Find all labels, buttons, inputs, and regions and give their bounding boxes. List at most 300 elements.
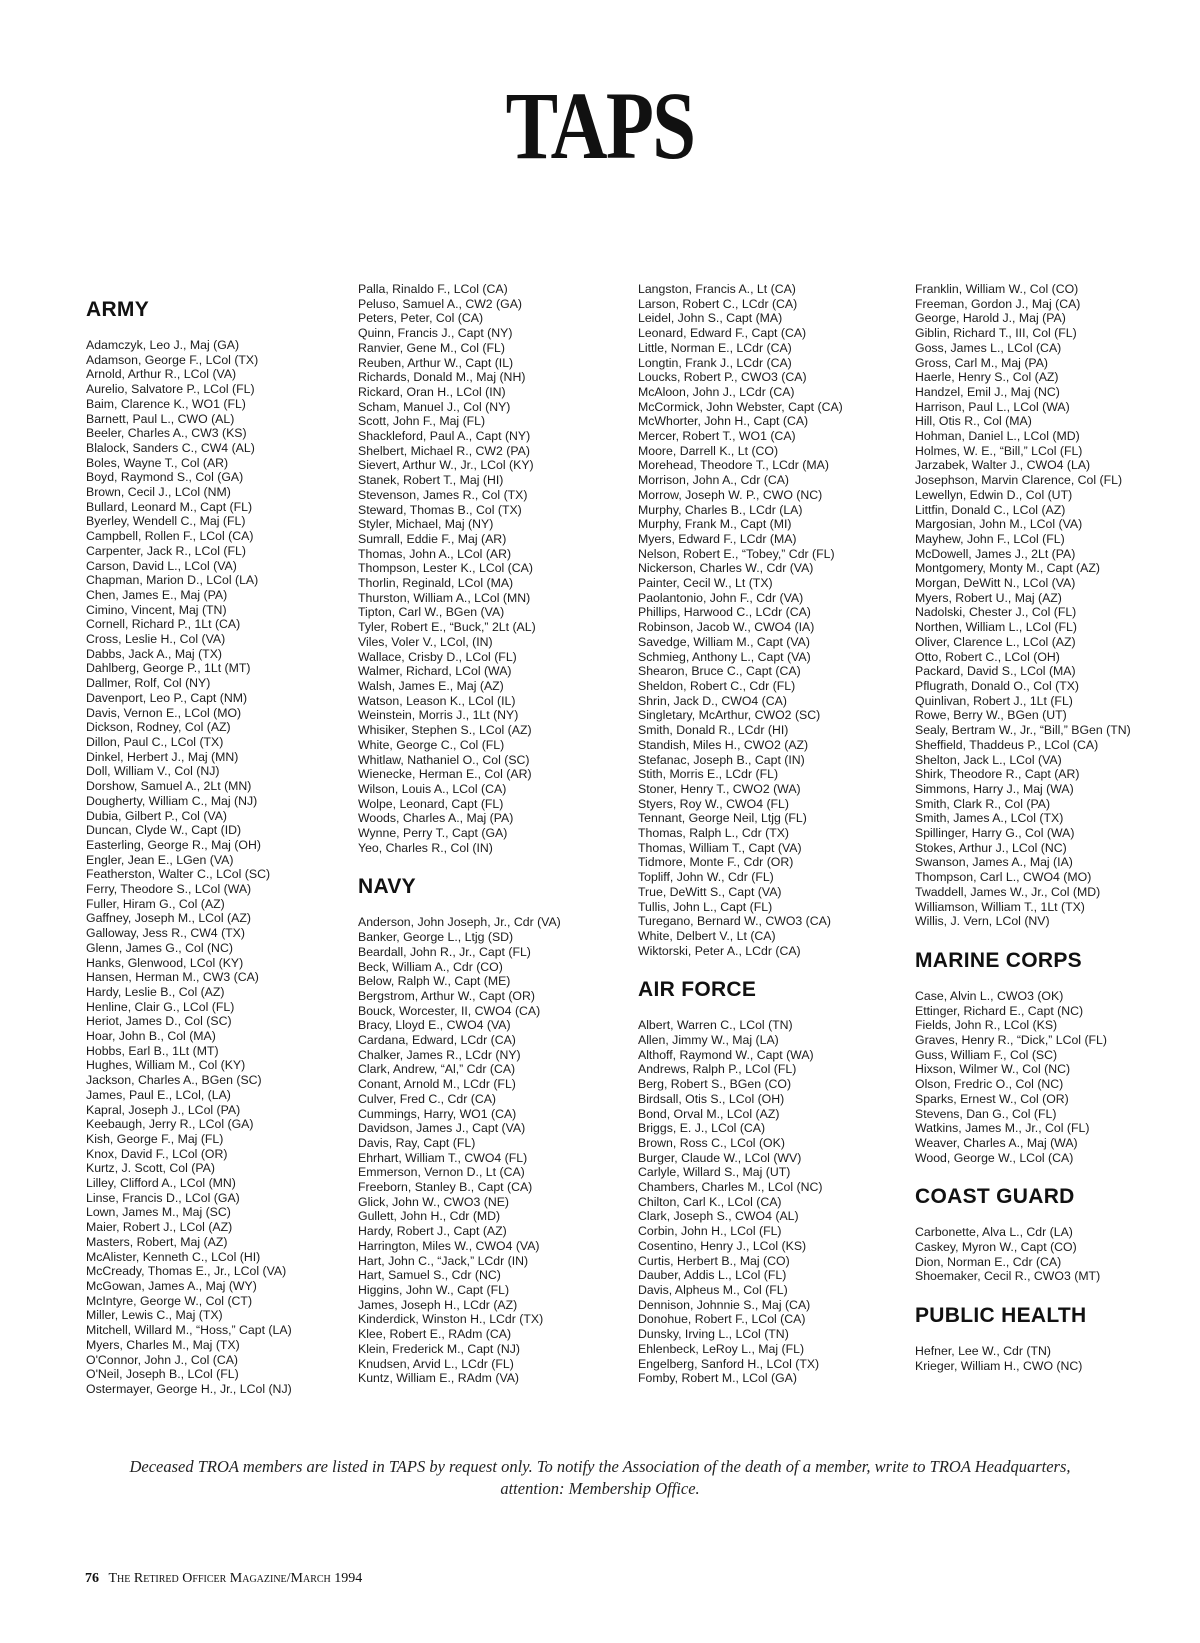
list-item: Watson, Leason K., LCol (IL) [358, 693, 516, 708]
list-item: Quinlivan, Robert J., 1Lt (FL) [915, 693, 1073, 708]
list-item: Mercer, Robert T., WO1 (CA) [638, 429, 796, 444]
section-heading: AIR FORCE [638, 978, 757, 1002]
list-item: Weaver, Charles A., Maj (WA) [915, 1135, 1078, 1150]
list-item: Scott, John F., Maj (FL) [358, 414, 486, 429]
list-item: Nelson, Robert E., “Tobey,” Cdr (FL) [638, 546, 835, 561]
list-item: Peters, Peter, Col (CA) [358, 311, 484, 326]
list-item: Below, Ralph W., Capt (ME) [358, 974, 511, 989]
list-item: Hart, John C., “Jack,” LCdr (IN) [358, 1253, 529, 1268]
list-item: McIntyre, George W., Col (CT) [86, 1293, 253, 1308]
list-item: O'Neil, Joseph B., LCol (FL) [86, 1367, 239, 1382]
list-item: Scham, Manuel J., Col (NY) [358, 399, 511, 414]
list-item: Walsh, James E., Maj (AZ) [358, 678, 504, 693]
list-item: George, Harold J., Maj (PA) [915, 311, 1066, 326]
list-item: Pflugrath, Donald O., Col (TX) [915, 678, 1080, 693]
section [638, 978, 888, 1386]
list-item: Littfin, Donald C., LCol (AZ) [915, 502, 1066, 517]
list-item: Bergstrom, Arthur W., Capt (OR) [358, 988, 535, 1003]
list-item: Brown, Ross C., LCol (OK) [638, 1135, 785, 1150]
list-item: Kish, George F., Maj (FL) [86, 1131, 224, 1146]
list-item: White, George C., Col (FL) [358, 737, 505, 752]
list-item: Conant, Arnold M., LCdr (FL) [358, 1077, 516, 1092]
list-item: Tyler, Robert E., “Buck,” 2Lt (AL) [358, 620, 536, 635]
list-item: McCready, Thomas E., Jr., LCol (VA) [86, 1264, 287, 1279]
list-item: Stith, Morris E., LCdr (FL) [638, 767, 779, 782]
list-item: Engler, Jean E., LGen (VA) [86, 852, 234, 867]
list-item: Lilley, Clifford A., LCol (MN) [86, 1176, 236, 1191]
list-item: Montgomery, Monty M., Capt (AZ) [915, 561, 1100, 576]
list-item: Turegano, Bernard W., CWO3 (CA) [638, 914, 831, 929]
list-item: Beardall, John R., Jr., Capt (FL) [358, 944, 531, 959]
list-item: Carpenter, Jack R., LCol (FL) [86, 543, 246, 558]
list-item: Otto, Robert C., LCol (OH) [915, 649, 1060, 664]
list-item: Fomby, Robert M., LCol (GA) [638, 1371, 797, 1386]
list-item: Sealy, Bertram W., Jr., “Bill,” BGen (TN) [915, 723, 1131, 738]
list-item: Althoff, Raymond W., Capt (WA) [638, 1047, 814, 1062]
list-item: Stoner, Henry T., CWO2 (WA) [638, 781, 801, 796]
list-item: Krieger, William H., CWO (NC) [915, 1358, 1083, 1373]
list-item: Duncan, Clyde W., Capt (ID) [86, 823, 242, 838]
list-item: Cross, Leslie H., Col (VA) [86, 632, 226, 647]
list-item: Nadolski, Chester J., Col (FL) [915, 605, 1077, 620]
list-item: Shelton, Jack L., LCol (VA) [915, 752, 1062, 767]
list-item: Quinn, Francis J., Capt (NY) [358, 326, 513, 341]
list-item: Painter, Cecil W., Lt (TX) [638, 576, 773, 591]
list-item: Case, Alvin L., CWO3 (OK) [915, 988, 1064, 1003]
list-item: Harrison, Paul L., LCol (WA) [915, 399, 1070, 414]
list-item: Rowe, Berry W., BGen (UT) [915, 708, 1067, 723]
column-1 [86, 282, 326, 1397]
list-item: Cardana, Edward, LCdr (CA) [358, 1033, 516, 1048]
list-item: Doll, William V., Col (NJ) [86, 764, 220, 779]
list-item: Morrison, John A., Cdr (CA) [638, 473, 790, 488]
list-item: Carson, David L., LCol (VA) [86, 558, 237, 573]
list-item: Dillon, Paul C., LCol (TX) [86, 734, 224, 749]
list-item: Gullett, John H., Cdr (MD) [358, 1209, 501, 1224]
list-item: Wallace, Crisby D., LCol (FL) [358, 649, 517, 664]
list-item: Chilton, Carl K., LCol (CA) [638, 1194, 782, 1209]
list-item: Hixson, Wilmer W., Col (NC) [915, 1062, 1071, 1077]
section-heading: MARINE CORPS [915, 948, 1082, 972]
list-item: Galloway, Jess R., CW4 (TX) [86, 926, 245, 941]
list-item: Stevens, Dan G., Col (FL) [915, 1106, 1057, 1121]
list-item: McAlister, Kenneth C., LCol (HI) [86, 1249, 261, 1264]
list-item: Larson, Robert C., LCdr (CA) [638, 296, 798, 311]
list-item: Kinderdick, Winston H., LCdr (TX) [358, 1312, 544, 1327]
list-item: Williamson, William T., 1Lt (TX) [915, 899, 1085, 914]
list-item: Dion, Norman E., Cdr (CA) [915, 1254, 1062, 1269]
list-item: Shoemaker, Cecil R., CWO3 (MT) [915, 1269, 1101, 1284]
list-item: Rickard, Oran H., LCol (IN) [358, 384, 506, 399]
list-item: Tullis, John L., Capt (FL) [638, 899, 773, 914]
list-item: Klein, Frederick M., Capt (NJ) [358, 1341, 520, 1356]
list-item: Leonard, Edward F., Capt (CA) [638, 326, 807, 341]
list-item: Adamczyk, Leo J., Maj (GA) [86, 338, 240, 352]
list-item: Woods, Charles A., Maj (PA) [358, 811, 514, 826]
list-item: Viles, Voler V., LCol, (IN) [358, 634, 493, 649]
list-item: Cosentino, Henry J., LCol (KS) [638, 1238, 807, 1253]
list-item: Stefanac, Joseph B., Capt (IN) [638, 752, 805, 767]
list-item: Featherston, Walter C., LCol (SC) [86, 867, 271, 882]
list-item: Andrews, Ralph P., LCol (FL) [638, 1062, 797, 1077]
section [638, 282, 888, 958]
list-item: Thompson, Lester K., LCol (CA) [358, 561, 533, 576]
list-item: Davidson, James J., Capt (VA) [358, 1121, 526, 1136]
list-item: Walmer, Richard, LCol (WA) [358, 664, 512, 679]
list-item: Corbin, John H., LCol (FL) [638, 1224, 782, 1239]
list-item: Hohman, Daniel L., LCol (MD) [915, 429, 1080, 444]
section [915, 949, 1185, 1165]
list-item: Shackleford, Paul A., Capt (NY) [358, 429, 531, 444]
list-item: Donohue, Robert F., LCol (CA) [638, 1312, 806, 1327]
list-item: Fuller, Hiram G., Col (AZ) [86, 896, 225, 911]
list-item: Langston, Francis A., Lt (CA) [638, 282, 796, 296]
list-item: Bouck, Worcester, II, CWO4 (CA) [358, 1003, 541, 1018]
list-item: Hardy, Leslie B., Col (AZ) [86, 984, 225, 999]
list-item: Birdsall, Otis S., LCol (OH) [638, 1091, 785, 1106]
list-item: Freeborn, Stanley B., Capt (CA) [358, 1180, 533, 1195]
section [358, 282, 608, 855]
list-item: Tennant, George Neil, Ltjg (FL) [638, 811, 807, 826]
list-item: Hanks, Glenwood, LCol (KY) [86, 955, 244, 970]
list-item: Bracy, Lloyd E., CWO4 (VA) [358, 1018, 511, 1033]
list-item: Morgan, DeWitt N., LCol (VA) [915, 576, 1076, 591]
list-item: Shirk, Theodore R., Capt (AR) [915, 767, 1080, 782]
list-item: White, Delbert V., Lt (CA) [638, 928, 776, 943]
list-item: Cummings, Harry, WO1 (CA) [358, 1106, 517, 1121]
list-item: Fields, John R., LCol (KS) [915, 1018, 1058, 1033]
list-item: Dinkel, Herbert J., Maj (MN) [86, 749, 239, 764]
list-item: Paolantonio, John F., Cdr (VA) [638, 590, 804, 605]
section [358, 875, 608, 1386]
list-item: Hill, Otis R., Col (MA) [915, 414, 1032, 429]
list-item: Morehead, Theodore T., LCdr (MA) [638, 458, 829, 473]
list-item: Cornell, Richard P., 1Lt (CA) [86, 617, 241, 632]
list-item: Aurelio, Salvatore P., LCol (FL) [86, 382, 255, 397]
list-item: Caskey, Myron W., Capt (CO) [915, 1240, 1077, 1255]
column-2 [358, 282, 608, 1386]
section [915, 1304, 1185, 1373]
list-item: Moore, Darrell K., Lt (CO) [638, 443, 779, 458]
list-item: Spillinger, Harry G., Col (WA) [915, 826, 1075, 841]
list-item: Wilson, Louis A., LCol (CA) [358, 781, 507, 796]
list-item: Dubia, Gilbert P., Col (VA) [86, 808, 228, 823]
list-item: Gross, Carl M., Maj (PA) [915, 355, 1048, 370]
list-item: Watkins, James M., Jr., Col (FL) [915, 1121, 1090, 1136]
list-item: Myers, Robert U., Maj (AZ) [915, 590, 1062, 605]
list-item: Morrow, Joseph W. P., CWO (NC) [638, 487, 823, 502]
list-item: Carbonette, Alva L., Cdr (LA) [915, 1225, 1073, 1240]
list-item: Hobbs, Earl B., 1Lt (MT) [86, 1043, 219, 1058]
list-item: McCormick, John Webster, Capt (CA) [638, 399, 843, 414]
list-item: Masters, Robert, Maj (AZ) [86, 1234, 228, 1249]
section-heading: PUBLIC HEALTH [915, 1304, 1087, 1328]
list-item: Leidel, John S., Capt (MA) [638, 311, 783, 326]
list-item: Giblin, Richard T., III, Col (FL) [915, 326, 1077, 341]
list-item: Smith, James A., LCol (TX) [915, 811, 1064, 826]
list-item: Chapman, Marion D., LCol (LA) [86, 573, 259, 588]
list-item: Shelbert, Michael R., CW2 (PA) [358, 443, 530, 458]
list-item: Lown, James M., Maj (SC) [86, 1205, 231, 1220]
list-item: Oliver, Clarence L., LCol (AZ) [915, 634, 1076, 649]
list-item: Davis, Vernon E., LCol (MO) [86, 705, 242, 720]
list-item: Ranvier, Gene M., Col (FL) [358, 340, 505, 355]
list-item: Carlyle, Willard S., Maj (UT) [638, 1165, 791, 1180]
list-item: Dougherty, William C., Maj (NJ) [86, 793, 258, 808]
list-item: Styers, Roy W., CWO4 (FL) [638, 796, 789, 811]
list-item: Shrin, Jack D., CWO4 (CA) [638, 693, 787, 708]
list-item: Whitlaw, Nathaniel O., Col (SC) [358, 752, 530, 767]
list-item: Culver, Fred C., Cdr (CA) [358, 1091, 497, 1106]
list-item: Josephson, Marvin Clarence, Col (FL) [915, 473, 1123, 488]
list-item: Murphy, Frank M., Capt (MI) [638, 517, 792, 532]
list-item: Ostermayer, George H., Jr., LCol (NJ) [86, 1381, 292, 1396]
section [915, 282, 1185, 929]
list-item: Mayhew, John F., LCol (FL) [915, 531, 1065, 546]
list-item: Wynne, Perry T., Capt (GA) [358, 826, 508, 841]
list-item: Murphy, Charles B., LCdr (LA) [638, 502, 803, 517]
membership-note: Deceased TROA members are listed in TAPS by request only. To notify the Association of the death of a member, write to TROA Headquarters, attention: Membership Office. [129, 1457, 1071, 1498]
list-item: True, DeWitt S., Capt (VA) [638, 884, 782, 899]
list-item: Graves, Henry R., “Dick,” LCol (FL) [915, 1033, 1107, 1048]
list-item: Kapral, Joseph J., LCol (PA) [86, 1102, 241, 1117]
list-item: Sheldon, Robert C., Cdr (FL) [638, 678, 796, 693]
list-item: Baim, Clarence K., WO1 (FL) [86, 396, 246, 411]
list-item: Dabbs, Jack A., Maj (TX) [86, 646, 222, 661]
list-item: James, Joseph H., LCdr (AZ) [358, 1297, 518, 1312]
list-item: Clark, Joseph S., CWO4 (AL) [638, 1209, 799, 1224]
list-item: Keebaugh, Jerry R., LCol (GA) [86, 1117, 254, 1132]
list-item: James, Paul E., LCol, (LA) [86, 1087, 231, 1102]
column-4 [915, 282, 1185, 1374]
section [915, 1185, 1185, 1284]
list-item: Hansen, Herman M., CW3 (CA) [86, 970, 259, 985]
list-item: Sheffield, Thaddeus P., LCol (CA) [915, 737, 1099, 752]
list-item: Blalock, Sanders C., CW4 (AL) [86, 440, 255, 455]
list-item: Davis, Ray, Capt (FL) [358, 1135, 476, 1150]
list-item: Briggs, E. J., LCol (CA) [638, 1121, 766, 1136]
list-item: Dickson, Rodney, Col (AZ) [86, 720, 231, 735]
list-item: Mitchell, Willard M., “Hoss,” Capt (LA) [86, 1323, 292, 1338]
list-item: Ehlenbeck, LeRoy L., Maj (FL) [638, 1341, 805, 1356]
list-item: Byerley, Wendell C., Maj (FL) [86, 514, 246, 529]
list-item: Franklin, William W., Col (CO) [915, 282, 1079, 296]
list-item: Phillips, Harwood C., LCdr (CA) [638, 605, 811, 620]
list-item: Knox, David F., LCol (OR) [86, 1146, 228, 1161]
list-item: Holmes, W. E., “Bill,” LCol (FL) [915, 443, 1083, 458]
list-item: Easterling, George R., Maj (OH) [86, 837, 261, 852]
list-item: Stanek, Robert T., Maj (HI) [358, 473, 504, 488]
list-item: Olson, Fredric O., Col (NC) [915, 1077, 1064, 1092]
list-item: Burger, Claude W., LCol (WV) [638, 1150, 802, 1165]
list-item: Loucks, Robert P., CWO3 (CA) [638, 370, 807, 385]
list-item: Swanson, James A., Maj (IA) [915, 855, 1073, 870]
list-item: Thompson, Carl L., CWO4 (MO) [915, 870, 1092, 885]
list-item: Dunsky, Irving L., LCol (TN) [638, 1327, 789, 1342]
list-item: McGowan, James A., Maj (WY) [86, 1279, 257, 1293]
list-item: Chalker, James R., LCdr (NY) [358, 1047, 521, 1062]
list-item: Miller, Lewis C., Maj (TX) [86, 1308, 223, 1323]
list-item: Palla, Rinaldo F., LCol (CA) [358, 282, 508, 296]
list-item: Glick, John W., CWO3 (NE) [358, 1194, 509, 1209]
list-item: McDowell, James J., 2Lt (PA) [915, 546, 1076, 561]
list-item: Schmieg, Anthony L., Capt (VA) [638, 649, 811, 664]
list-item: Lewellyn, Edwin D., Col (UT) [915, 487, 1073, 502]
list-item: Thurston, William A., LCol (MN) [358, 590, 531, 605]
list-item: Thomas, John A., LCol (AR) [358, 546, 512, 561]
list-item: Hefner, Lee W., Cdr (TN) [915, 1344, 1051, 1359]
list-item: Peluso, Samuel A., CW2 (GA) [358, 296, 523, 311]
list-item: Sievert, Arthur W., Jr., LCol (KY) [358, 458, 534, 473]
list-item: Chambers, Charles M., LCol (NC) [638, 1180, 823, 1195]
list-item: Hardy, Robert J., Capt (AZ) [358, 1224, 507, 1239]
list-item: Styler, Michael, Maj (NY) [358, 517, 494, 532]
list-item: Whisiker, Stephen S., LCol (AZ) [358, 723, 532, 738]
list-item: Gaffney, Joseph M., LCol (AZ) [86, 911, 251, 926]
list-item: Twaddell, James W., Jr., Col (MD) [915, 884, 1101, 899]
list-item: Beeler, Charles A., CW3 (KS) [86, 426, 247, 441]
list-item: Shearon, Bruce C., Capt (CA) [638, 664, 801, 679]
list-item: McWhorter, John H., Capt (CA) [638, 414, 809, 429]
list-item: Hughes, William M., Col (KY) [86, 1058, 246, 1073]
list-item: Clark, Andrew, “Al,” Cdr (CA) [358, 1062, 516, 1077]
list-item: Boyd, Raymond S., Col (GA) [86, 470, 244, 485]
section [86, 298, 326, 1397]
list-item: Engelberg, Sanford H., LCol (TX) [638, 1356, 820, 1371]
list-item: Standish, Miles H., CWO2 (AZ) [638, 737, 809, 752]
list-item: Brown, Cecil J., LCol (NM) [86, 485, 231, 500]
list-item: Higgins, John W., Capt (FL) [358, 1283, 510, 1297]
list-item: Dahlberg, George P., 1Lt (MT) [86, 661, 251, 676]
list-item: Knudsen, Arvid L., LCdr (FL) [358, 1356, 514, 1371]
list-item: Packard, David S., LCol (MA) [915, 664, 1076, 679]
list-item: Thomas, Ralph L., Cdr (TX) [638, 826, 790, 841]
list-item: Sumrall, Eddie F., Maj (AR) [358, 531, 507, 546]
list-item: Handzel, Emil J., Maj (NC) [915, 384, 1060, 399]
list-item: Little, Norman E., LCdr (CA) [638, 340, 792, 355]
list-item: Adamson, George F., LCol (TX) [86, 352, 259, 367]
list-item: Wienecke, Herman E., Col (AR) [358, 767, 532, 782]
list-item: Thomas, William T., Capt (VA) [638, 840, 802, 855]
list-item: Margosian, John M., LCol (VA) [915, 517, 1083, 532]
list-item: Davis, Alpheus M., Col (FL) [638, 1283, 788, 1297]
list-item: Dauber, Addis L., LCol (FL) [638, 1268, 787, 1283]
list-item: Tidmore, Monte F., Cdr (OR) [638, 855, 794, 870]
list-item: Cimino, Vincent, Maj (TN) [86, 602, 227, 617]
list-item: Harrington, Miles W., CWO4 (VA) [358, 1238, 540, 1253]
page-title: TAPS [505, 72, 695, 179]
list-item: Singletary, McArthur, CWO2 (SC) [638, 708, 821, 723]
page-footer [85, 1571, 362, 1587]
list-item: Albert, Warren C., LCol (TN) [638, 1018, 793, 1033]
list-item: Kurtz, J. Scott, Col (PA) [86, 1161, 215, 1176]
section-heading: NAVY [358, 875, 416, 899]
list-item: Reuben, Arthur W., Capt (IL) [358, 355, 514, 370]
list-item: Dorshow, Samuel A., 2Lt (MN) [86, 779, 252, 794]
list-item: Stevenson, James R., Col (TX) [358, 487, 528, 502]
list-item: Beck, William A., Cdr (CO) [358, 959, 503, 974]
list-item: Jackson, Charles A., BGen (SC) [86, 1073, 262, 1088]
column-3 [638, 282, 888, 1386]
list-item: Bullard, Leonard M., Capt (FL) [86, 499, 253, 514]
list-item: Boles, Wayne T., Col (AR) [86, 455, 229, 470]
list-item: Longtin, Frank J., LCdr (CA) [638, 355, 792, 370]
list-item: Wood, George W., LCol (CA) [915, 1150, 1074, 1165]
list-item: Curtis, Herbert B., Maj (CO) [638, 1253, 790, 1268]
list-item: Ehrhart, William T., CWO4 (FL) [358, 1150, 528, 1165]
list-item: Steward, Thomas B., Col (TX) [358, 502, 522, 517]
list-item: Wiktorski, Peter A., LCdr (CA) [638, 943, 801, 958]
list-item: Weinstein, Morris J., 1Lt (NY) [358, 708, 519, 723]
list-item: Ferry, Theodore S., LCol (WA) [86, 882, 252, 897]
list-item: Northen, William L., LCol (FL) [915, 620, 1077, 635]
list-item: Linse, Francis D., LCol (GA) [86, 1190, 240, 1205]
list-item: Wolpe, Leonard, Capt (FL) [358, 796, 504, 811]
list-item: McAloon, John J., LCdr (CA) [638, 384, 795, 399]
list-item: Yeo, Charles R., Col (IN) [358, 840, 493, 855]
list-item: Topliff, John W., Cdr (FL) [638, 870, 774, 885]
list-item: Richards, Donald M., Maj (NH) [358, 370, 526, 385]
list-item: Savedge, William M., Capt (VA) [638, 634, 810, 649]
publication-name: The Retired Officer Magazine/March 1994 [108, 1571, 363, 1586]
list-item: Nickerson, Charles W., Cdr (VA) [638, 561, 814, 576]
list-item: Robinson, Jacob W., CWO4 (IA) [638, 620, 815, 635]
list-item: Guss, William F., Col (SC) [915, 1047, 1058, 1062]
list-item: Goss, James L., LCol (CA) [915, 340, 1062, 355]
list-item: Banker, George L., Ltjg (SD) [358, 930, 514, 945]
list-item: Ettinger, Richard E., Capt (NC) [915, 1003, 1084, 1018]
list-item: Henline, Clair G., LCol (FL) [86, 999, 235, 1014]
list-item: Anderson, John Joseph, Jr., Cdr (VA) [358, 915, 561, 930]
list-item: Dallmer, Rolf, Col (NY) [86, 676, 211, 691]
list-item: Barnett, Paul L., CWO (AL) [86, 411, 235, 426]
list-item: Bond, Orval M., LCol (AZ) [638, 1106, 780, 1121]
page-number: 76 [85, 1571, 99, 1586]
list-item: Haerle, Henry S., Col (AZ) [915, 370, 1059, 385]
list-item: Allen, Jimmy W., Maj (LA) [638, 1033, 779, 1048]
list-item: Smith, Donald R., LCdr (HI) [638, 723, 789, 738]
list-item: Klee, Robert E., RAdm (CA) [358, 1327, 512, 1342]
list-item: Berg, Robert S., BGen (CO) [638, 1077, 792, 1092]
list-item: Freeman, Gordon J., Maj (CA) [915, 296, 1081, 311]
list-item: Davenport, Leo P., Capt (NM) [86, 690, 248, 705]
section-heading: COAST GUARD [915, 1185, 1075, 1209]
list-item: Stokes, Arthur J., LCol (NC) [915, 840, 1067, 855]
list-item: Thorlin, Reginald, LCol (MA) [358, 576, 514, 591]
list-item: Dennison, Johnnie S., Maj (CA) [638, 1297, 811, 1312]
list-item: Kuntz, William E., RAdm (VA) [358, 1371, 520, 1386]
list-item: Hoar, John B., Col (MA) [86, 1029, 216, 1044]
list-item: Hart, Samuel S., Cdr (NC) [358, 1268, 501, 1283]
list-item: Maier, Robert J., LCol (AZ) [86, 1220, 233, 1235]
list-item: Myers, Charles M., Maj (TX) [86, 1337, 240, 1352]
list-item: Myers, Edward F., LCdr (MA) [638, 531, 797, 546]
list-item: Simmons, Harry J., Maj (WA) [915, 781, 1074, 796]
list-item: Arnold, Arthur R., LCol (VA) [86, 367, 237, 382]
list-item: Glenn, James G., Col (NC) [86, 940, 233, 955]
list-item: Sparks, Ernest W., Col (OR) [915, 1091, 1069, 1106]
list-item: O'Connor, John J., Col (CA) [86, 1352, 239, 1367]
list-item: Tipton, Carl W., BGen (VA) [358, 605, 505, 620]
list-item: Chen, James E., Maj (PA) [86, 587, 228, 602]
list-item: Jarzabek, Walter J., CWO4 (LA) [915, 458, 1091, 473]
list-item: Emmerson, Vernon D., Lt (CA) [358, 1165, 525, 1180]
list-item: Willis, J. Vern, LCol (NV) [915, 914, 1050, 929]
section-heading: ARMY [86, 298, 150, 321]
list-item: Heriot, James D., Col (SC) [86, 1014, 232, 1029]
list-item: Campbell, Rollen F., LCol (CA) [86, 529, 254, 544]
list-item: Smith, Clark R., Col (PA) [915, 796, 1051, 811]
